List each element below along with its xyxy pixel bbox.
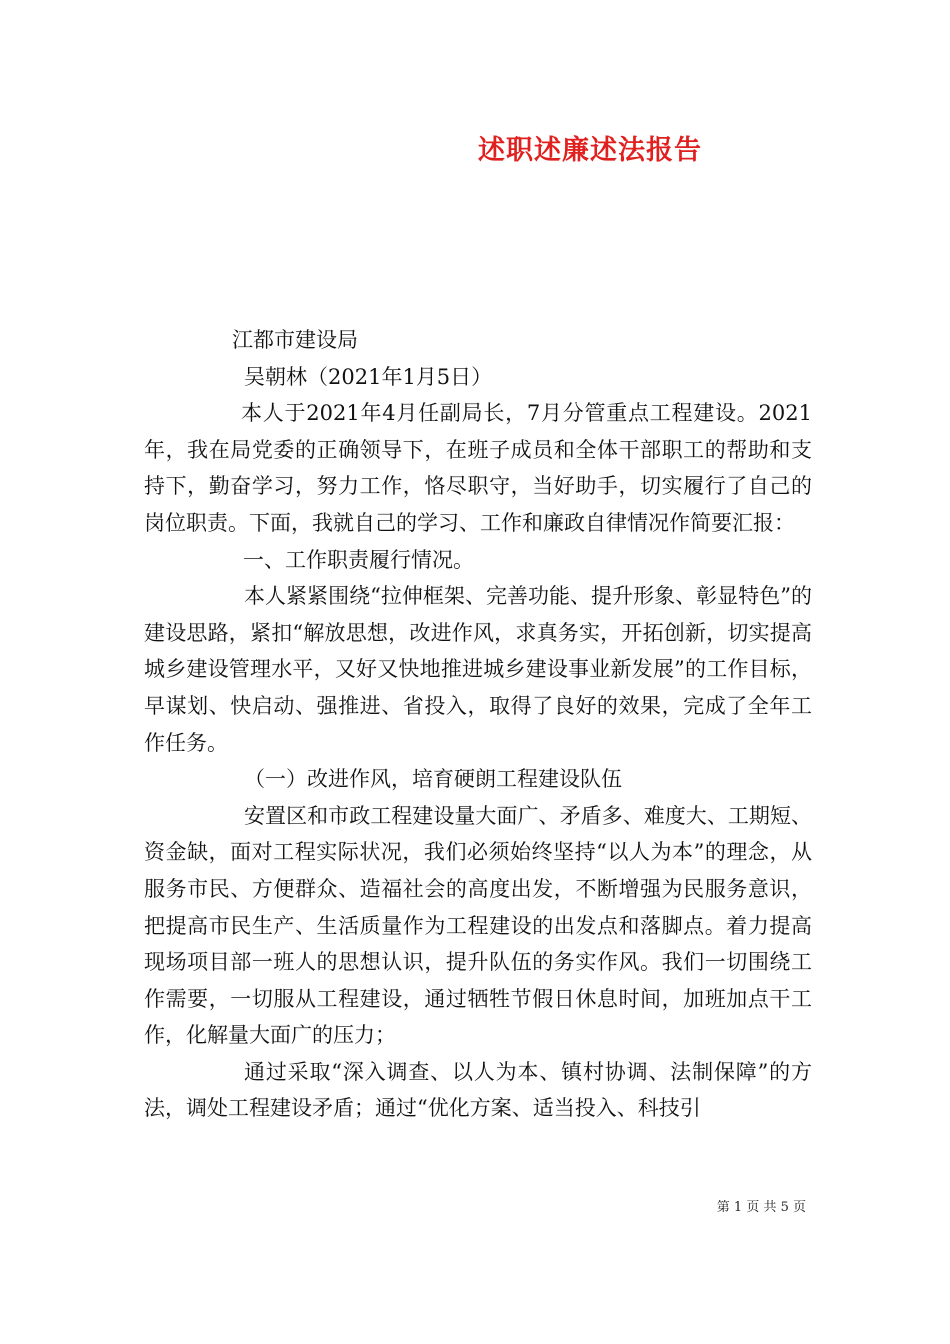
page-number-footer: 第 1 页 共 5 页 bbox=[716, 1200, 806, 1215]
paragraph-methods: 通过采取“深入调查、以人为本、镇村协调、法制保障”的方法，调处工程建设矛盾；通过“优化方案、适当投入、科技引 bbox=[144, 1059, 812, 1121]
paragraph-work-goals: 本人紧紧围绕“拉伸框架、完善功能、提升形象、彰显特色”的建设思路，紧扣“解放思想，改进作风，求真务实，开拓创新，切实提高城乡建设管理水平，又好又快地推进城乡建设事业新发展”的工作目标，早谋划、快启动、强推进、省投入，取得了良好的效果，完成了全年工作任务。 bbox=[144, 584, 812, 755]
document-body bbox=[144, 322, 812, 1127]
author-line: 吴朝林（2021年1月5日） bbox=[244, 364, 493, 389]
section-heading: 一、工作职责履行情况。 bbox=[243, 547, 474, 572]
organization-line: 江都市建设局 bbox=[232, 328, 358, 352]
document-title: 述职述廉述法报告 bbox=[478, 135, 702, 166]
subsection-heading: （一）改进作风，培育硬朗工程建设队伍 bbox=[244, 767, 622, 792]
paragraph-intro: 本人于2021年4月任副局长，7月分管重点工程建设。2021年，我在局党委的正确领导下，在班子成员和全体干部职工的帮助和支持下，勤奋学习，努力工作，恪尽职守，当好助手，切实履行了自己的岗位职责。下面，我就自己的学习、工作和廉政自律情况作简要汇报： bbox=[144, 401, 812, 535]
paragraph-construction: 安置区和市政工程建设量大面广、矛盾多、难度大、工期短、资金缺，面对工程实际状况，我们必须始终坚持“以人为本”的理念，从服务市民、方便群众、造福社会的高度出发，不断增强为民服务意识，把提高市民生产、生活质量作为工程建设的出发点和落脚点。着力提高现场项目部一班人的思想认识，提升队伍的务实作风。我们一切围绕工作需要，一切服从工程建设，通过牺牲节假日休息时间，加班加点干工作，化解量大面广的压力； bbox=[144, 803, 812, 1048]
